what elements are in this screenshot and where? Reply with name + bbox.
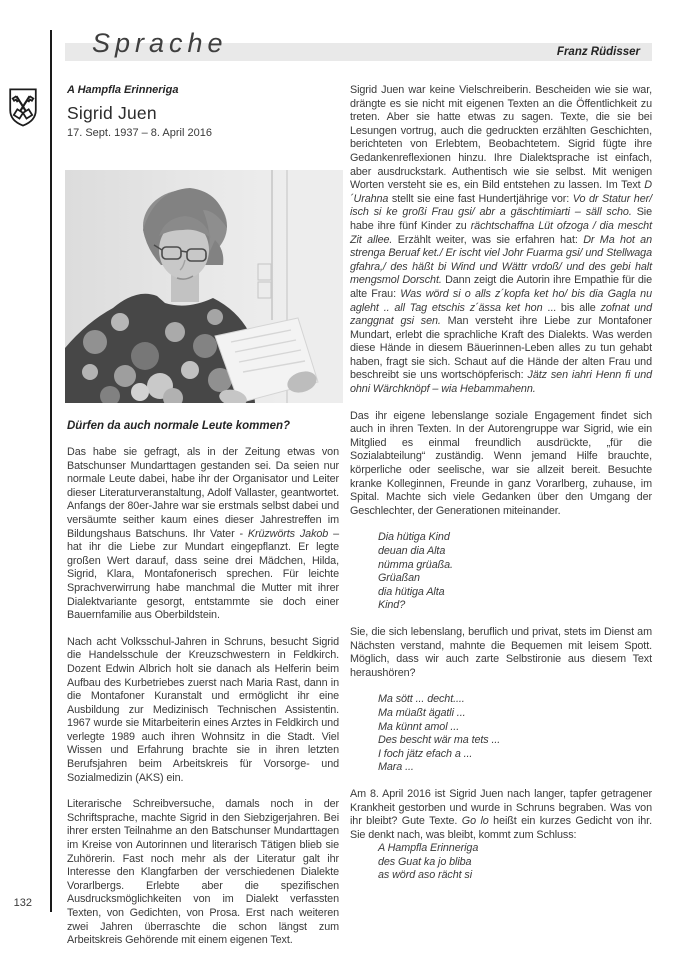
- body-text: Erzählt weiter, was sie erfahren hat:: [392, 233, 584, 246]
- body-text: ... bis alle: [542, 301, 601, 314]
- body-text: Sie, die sich lebenslang, beruflich und privat, stets im Dienst am Nächsten verstand, mahnte die Bequemen mit leisem Spott. Möglich, dass wir auch zarte Selbstironie aus diesem Text heraushören?: [350, 625, 652, 679]
- dialect-quote: Dr Ma hot an strenga Beruaf ket./ Er ischt viel Johr Fuarma gsi/ und Stellwaga gfahra,/ des häßt bi Wind und Wättr vrdoß/ und des gebi halt mengsmol Dorscht.: [350, 233, 652, 287]
- left-margin-rule: [50, 30, 52, 912]
- poem-line: Dia hütiga Kind: [378, 531, 450, 544]
- paragraph: [350, 410, 652, 519]
- poem-line: dia hütiga Alta: [378, 585, 445, 598]
- body-text: Literarische Schreibversuche, damals noch in der Schriftsprache, machte Sigrid in den Siebzigerjahren. Bei ihrer ersten Teilnahme an den Batschunser Mundarttagen im Kreise von Autorinnen und literarisch Tätigen blieb sie Zuhörerin. Fast noch mehr als der Literatur galt ihr Interesse den Klangfarben der verschiedenen Dialekte Vorarlbergs. Erlebte aber die spezifischen Ausdrucksmöglichkeiten von im Dialekt verfassten Texten, von Gedichten, von Prosa. Erst nach weiteren zwei Jahren überraschte die schon längst zum Arbeitskreis Gehörende mit einem eigenen Text.: [67, 798, 339, 947]
- dialect-quote: zofnat und zanggnat gsi sen.: [350, 301, 652, 328]
- paragraph: [350, 626, 652, 680]
- poem-line: as wörd aso rächt si: [378, 869, 473, 882]
- body-text: Dann zeigt die Autorin ihre Empathie für die alte Frau:: [350, 274, 652, 300]
- author-name: Franz Rüdisser: [556, 46, 640, 58]
- body-text: Nach acht Volksschul-Jahren in Schruns, besucht Sigrid die Handelsschule der Kreuzschwestern in Feldkirch. Dozent Edwin Albrich holt sie danach als Helferin beim Aufbau des Kurbetriebes zuerst nach Maria Rast, dann in die Montafoner Kuranstalt und ermöglicht ihr eine Ausbildung zur Medizinisch Technischen Assistentin. 1967 wurde sie Mitarbeiterin eines Arztes in Feldkirch und verlegte 1989 auch ihren Wohnsitz in die Stadt. Viel Wissen und Erfahrung brachte sie in ihren letzten Berufsjahren beim Arbeitskreis für Vorsorge- und Sozialmedizin (AKS) ein.: [67, 635, 339, 784]
- body-text: Sigrid Juen war keine Vielschreiberin. Bescheiden wie sie war, drängte es sie nicht mit eigenen Texten an die Öffentlichkeit zu treten. Aber sie hatte etwas zu sagen. Texte, die sie bei Lesungen vortrug, auch die gedruckten erzählten Geschichten, berichteten von Erlebtem, Beobachtetem. Sigrid fügte ihre Gedankenreflexionen hinzu. Ihre Dialektsprache ist einfach, aber ausdruckstark. Authentisch wie sie selbst. Mit wenigen Worten versteht sie es, ein Bild entstehen zu lassen. Im Text: [350, 84, 652, 192]
- dialect-quote: Vo dr Statur her/ isch si ke großi Frau gsi/ abr a gäschtimiarti – säll scho.: [350, 192, 653, 219]
- poem: [378, 693, 652, 775]
- paragraph: [67, 446, 339, 623]
- body-text: Das habe sie gefragt, als in der Zeitung etwas von Batschunser Mundarttagen gestanden sei. Da seien nur normale Leute dabei, habe ihr der Organisator und Leiter dieser Literaturveranstaltung, Adolf Vallaster, geantwortet. Anfangs der 80er-Jahre war sie erstmals selbst dabei und versäumte seither kaum eines dieser Jahrestreffen im Bildungshaus Batschuns. Ihr Vater -: [67, 446, 339, 540]
- poem: [378, 842, 652, 883]
- poem-line: I foch jätz efach a ...: [378, 747, 473, 760]
- body-text: – hat ihr die Liebe zur Mundart eingepflanzt. Er legte großen Wert darauf, dass seine drei Mädchen, Hilda, Sigrid, Klara, Montafonerisch sprechen. Für leichte Sprachverwirrung habe manchmal die Mutter mit ihrer Dialektvariante gesorgt, entstammte sie doch einer Bauernfamilie aus Oberbildstein.: [67, 527, 339, 622]
- poem-line: deuan dia Alta: [378, 545, 446, 557]
- poem-line: Kind?: [378, 599, 406, 612]
- poem-line: Grüaßan: [378, 572, 420, 585]
- paragraph: [67, 798, 339, 948]
- paragraph: [350, 84, 652, 397]
- body-text: heißt ein kurzes Gedicht von ihr. Sie denkt nach, was bleibt, kommt zum Schluss:: [350, 815, 652, 841]
- left-text-column: [67, 446, 339, 958]
- right-text-column: [350, 84, 652, 896]
- body-text: stellt sie eine fast Hundertjährige vor:: [388, 192, 573, 205]
- poem-line: Mara ...: [378, 761, 414, 774]
- body-text: Man versteht ihre Liebe zur Montafoner Mundart, erlebt die sprachliche Kraft des Dialekts. Was werden diese Hände in diesem Bäuerinnen-Leben alles zu tun gehabt haben, fragt sie sich. Schaut auf die Hände der alten Frau und beschreibt sie uns wortschöpferisch:: [350, 315, 653, 382]
- paragraph: [67, 636, 339, 786]
- dialect-quote: D´Urahna: [350, 179, 652, 205]
- coat-of-arms-icon: [8, 86, 38, 129]
- poem-line: des Guat ka jo bliba: [378, 855, 472, 868]
- dialect-quote: Was wörd si o alls z´kopfa ket ho/ bis dia Gagla nu agleht .. all Tag etschis z´ässa ket hon: [350, 287, 652, 314]
- article-kicker: A Hampfla Erinneriga: [67, 84, 179, 96]
- poem-line: Des bescht wär ma tets ...: [378, 734, 501, 747]
- dialect-quote: Jätz sen iahri Henn fi und ohni Wärchknöpf – wia Hebammahenn.: [350, 369, 652, 396]
- poem-line: nümma grüaßa.: [378, 558, 453, 571]
- body-text: Das ihr eigene lebenslange soziale Engagement findet sich auch in ihren Texten. In der Autorengruppe war Sigrid, wie ein Mitglied es einmal freundlich ausdrückte, „für die Sozialabteilung“ zuständig. Wenn jemand Hilfe brauchte, körperliche oder seelische, war sie allzeit bereit. Besuchte kranke Kolleginnen, Freunde in ganz Vorarlberg, zuhause, im Spital. Machte sich viele Gedanken über den Umgang der Geschlechter, der Generationen miteinander.: [350, 409, 652, 517]
- portrait-photo: [65, 170, 343, 403]
- poem-line: Ma künnt amol ...: [378, 720, 460, 733]
- paragraph: [350, 788, 652, 842]
- life-dates: 17. Sept. 1937 – 8. April 2016: [67, 127, 212, 139]
- section-title: Sprache: [92, 28, 228, 58]
- dialect-quote: Go lo: [461, 815, 489, 828]
- body-text: Am 8. April 2016 ist Sigrid Juen nach langer, tapfer getragener Krankheit gestorben und wurde in Schruns begraben. Was von ihr bleibt? Gute Texte.: [350, 787, 652, 828]
- poem: [378, 531, 652, 613]
- dialect-quote: rächtschaffna Lüt ofzoga / dia mescht Zit allee.: [350, 219, 652, 246]
- dialect-quote: Krüzwörts Jakob: [247, 527, 329, 540]
- poem-line: Ma müaßt ägatli ...: [378, 706, 466, 719]
- page-number: 132: [13, 897, 32, 909]
- body-text: Sie habe ihre fünf Kinder zu: [350, 206, 652, 232]
- poem-line: A Hampfla Erinneriga: [378, 842, 479, 855]
- article-subheading: Dürfen da auch normale Leute kommen?: [67, 420, 291, 432]
- article-title: Sigrid Juen: [67, 103, 157, 123]
- poem-line: Ma sött ... decht....: [378, 693, 465, 706]
